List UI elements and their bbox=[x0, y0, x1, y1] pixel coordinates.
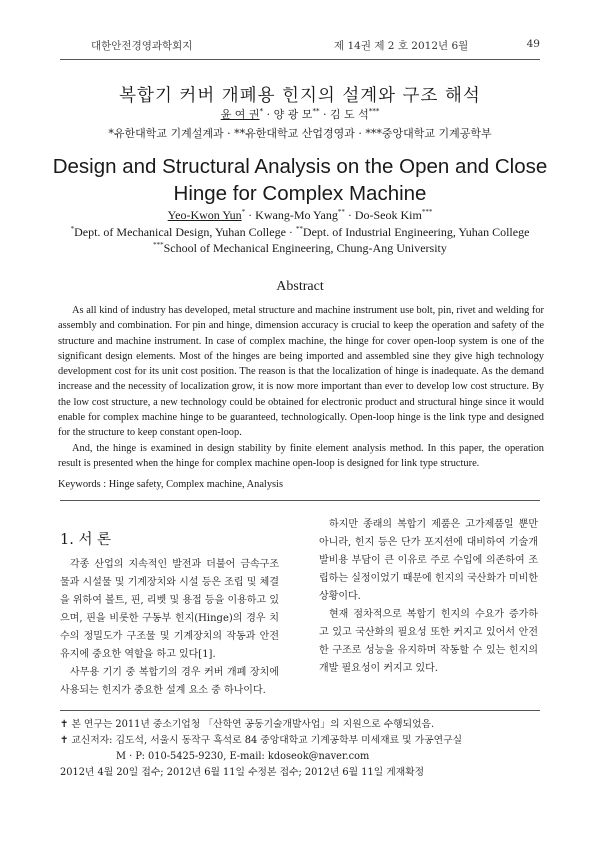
affiliation-yuhan-industrial: Dept. of Industrial Engineering, Yuhan College bbox=[302, 225, 530, 239]
author-mark: * bbox=[241, 208, 246, 216]
abstract-heading: Abstract bbox=[276, 279, 324, 294]
corresponding-author-note: ✝ 교신저자: 김도석, 서울시 동작구 흑석로 84 중앙대학교 기계공학부 미세재료 및 가공연구실 bbox=[60, 735, 463, 746]
english-title-line-1: Design and Structural Analysis on the Open and Close bbox=[52, 155, 548, 178]
intro-paragraph-4: 현재 점차적으로 복합기 힌지의 수요가 증가하고 있고 국산화의 필요성 또한 커지고 있어서 안전한 구조로 성능을 유지하며 작동할 수 있는 힌지의 개발 필요성이 커지고 있다. bbox=[319, 609, 538, 674]
abstract-paragraph-2: And, the hinge is examined in design stability by finite element analysis method. In this paper, the operation result is presented when the hinge for complex machine open-loop is designed for link type structure. bbox=[58, 442, 544, 469]
korean-author-1: 윤 여 권 bbox=[220, 108, 260, 121]
funding-note: ✝ 본 연구는 2011년 중소기업청 「산학연 공동기술개발사업」의 지원으로 수행되었음. bbox=[60, 719, 435, 730]
affiliation-yuhan-design: Dept. of Mechanical Design, Yuhan College · bbox=[74, 225, 296, 239]
author-mark: ** bbox=[312, 107, 320, 116]
author-separator: · bbox=[322, 108, 327, 121]
left-column bbox=[60, 556, 279, 700]
footnote-rule bbox=[60, 710, 540, 711]
section-1-heading: 1. 서 론 bbox=[60, 532, 112, 548]
affil-mark: * bbox=[70, 225, 75, 233]
abstract-rule bbox=[60, 500, 540, 501]
korean-affiliation: *유한대학교 기계설계과 · **유한대학교 산업경영과 · ***중앙대학교 기계공학부 bbox=[108, 127, 492, 140]
keywords: Keywords : Hinge safety, Complex machine, Analysis bbox=[58, 479, 283, 490]
journal-name: 대한안전경영과학회지 bbox=[91, 40, 193, 52]
intro-paragraph-1: 각종 산업의 지속적인 발전과 더불어 금속구조물과 시설물 및 기계장치와 시설 등은 조립 및 체결을 위하여 볼트, 핀, 리벳 및 용접 등을 이용하고 있으며, 핀을 비롯한 구동부 힌지(Hinge)의 경우 치수의 정밀도가 구조물 및 기계장치의 작동과 안전유지에 중요한 역할을 하고 있다[1]. bbox=[60, 559, 279, 660]
right-column bbox=[319, 516, 538, 678]
author-mark: * bbox=[259, 107, 264, 116]
intro-paragraph-2: 사무용 기기 중 복합기의 경우 커버 개폐 장치에 사용되는 힌지가 중요한 설계 요소 중 하나이다. bbox=[60, 667, 279, 696]
author-mark: *** bbox=[421, 208, 433, 216]
received-dates: 2012년 4월 20일 접수; 2012년 6월 11일 수정본 접수; 2012년 6월 11일 게재확정 bbox=[60, 767, 425, 778]
affil-mark: *** bbox=[153, 241, 164, 249]
korean-author-3: 김 도 석 bbox=[329, 108, 369, 121]
author-mark: *** bbox=[368, 107, 380, 116]
english-author-1: Yeo-Kwon Yun bbox=[167, 208, 242, 222]
english-affiliation-line-1 bbox=[0, 225, 600, 240]
korean-authors bbox=[0, 106, 600, 122]
korean-title: 복합기 커버 개폐용 힌지의 설계와 구조 해석 bbox=[119, 86, 481, 106]
abstract-body bbox=[58, 303, 544, 471]
page-number: 49 bbox=[526, 38, 540, 50]
affil-mark: ** bbox=[295, 225, 303, 233]
abstract-paragraph-1: As all kind of industry has developed, metal structure and machine instrument use bolt, pin, rivet and welding for assembly and combination. For pin and hinge, dimension accuracy is crucial to keep the operation and safety of the structure and machine instrument. In case of complex machine, the hinge for cover open-loop system is one of the significant design elements. Most of the hinges are being imported and assembled sine they give high technology development cost for its unit cost position. The reason is that the localization of hinge is inadequate. As the demand increase and the necessity of localization grow, it is now more important than ever to develop low cost structure. By the low cost structure, a new technology could be obtained for electronic product and structural hinge since it would enable for complex machine hinge to be guaranteed, technologically. Open-loop hinge is the link type and designed for the structure to keep constant open-loop. bbox=[58, 305, 544, 439]
english-author-2: Kwang-Mo Yang bbox=[255, 208, 338, 222]
footnotes bbox=[60, 717, 542, 781]
author-separator: · bbox=[266, 108, 271, 121]
english-affiliation-line-2 bbox=[0, 241, 600, 256]
header-rule bbox=[60, 59, 540, 60]
author-separator: · bbox=[245, 208, 256, 222]
issue-info: 제 14권 제 2 호 2012년 6월 bbox=[334, 40, 469, 52]
intro-paragraph-3: 하지만 종래의 복합기 제품은 고가제품일 뿐만 아니라, 힌지 등은 단가 포지션에 대비하여 기술개발비용 부담이 큰 이유로 주로 수입에 의존하여 조립하는 실정이었기 때문에 힌지의 국산화가 미비한 상황이다. bbox=[319, 519, 538, 602]
english-author-3: Do-Seok Kim bbox=[354, 208, 422, 222]
contact-info: M · P: 010-5425-9230, E-mail: kdoseok@naver.com bbox=[116, 751, 370, 762]
affiliation-chung-ang: School of Mechanical Engineering, Chung-Ang University bbox=[163, 241, 447, 255]
author-mark: ** bbox=[337, 208, 345, 216]
author-separator: · bbox=[344, 208, 355, 222]
running-head bbox=[91, 38, 540, 52]
english-authors bbox=[0, 208, 600, 223]
korean-author-2: 양 광 모 bbox=[273, 108, 313, 121]
english-title-line-2: Hinge for Complex Machine bbox=[173, 182, 427, 205]
